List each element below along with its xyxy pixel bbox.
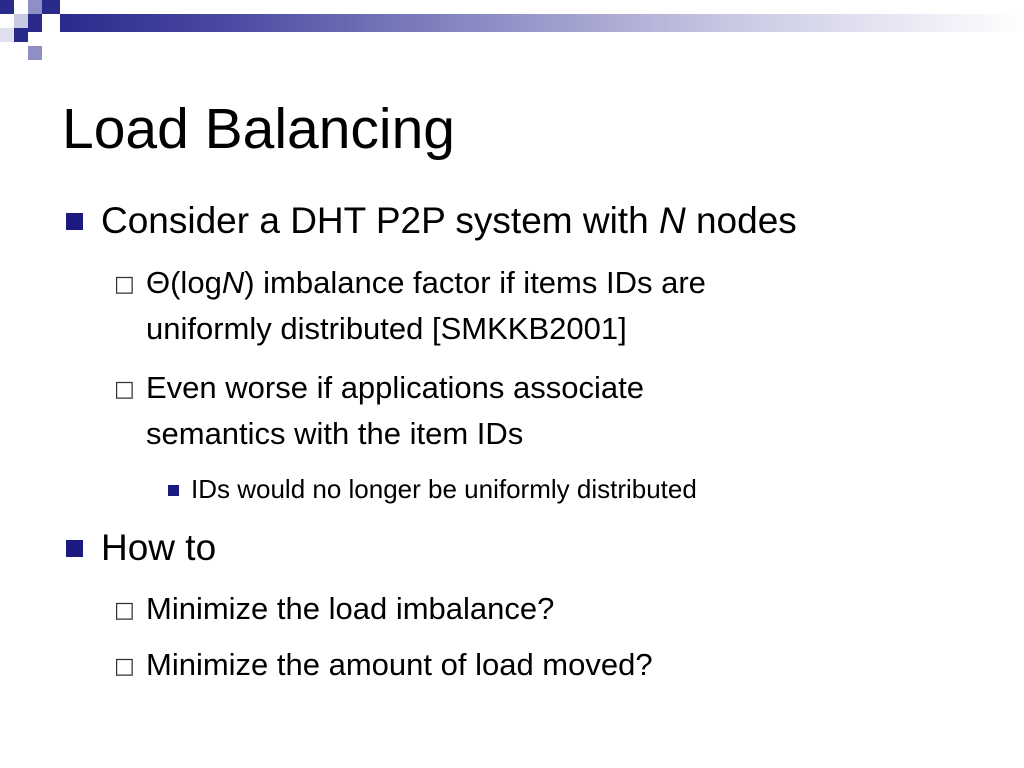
bullet-even-worse	[146, 365, 644, 457]
hollow-square-bullet-icon: □	[114, 598, 135, 623]
bullet-text: ) imbalance factor if items IDs are	[244, 265, 706, 300]
square-bullet-icon	[66, 540, 83, 557]
bullet-line: Even worse if applications associate	[146, 370, 644, 405]
hollow-square-bullet-icon: □	[114, 654, 135, 679]
bullet-line: semantics with the item IDs	[146, 416, 524, 451]
bullet-how-to: How to	[101, 527, 217, 568]
slide-title: Load Balancing	[62, 97, 455, 161]
bullet-line	[146, 260, 706, 306]
hollow-square-bullet-icon: □	[114, 377, 135, 402]
bullet-imbalance-factor	[146, 260, 706, 352]
bullet-minimize-imbalance: Minimize the load imbalance?	[146, 591, 555, 626]
bullet-variable: N	[658, 200, 686, 241]
hollow-square-bullet-icon: □	[114, 272, 135, 297]
square-bullet-icon	[66, 213, 83, 230]
bullet-line: uniformly distributed [SMKKB2001]	[146, 311, 627, 346]
bullet-text: nodes	[685, 200, 797, 241]
bullet-minimize-load-moved: Minimize the amount of load moved?	[146, 647, 653, 682]
bullet-text: Consider a DHT P2P system with	[101, 200, 659, 241]
bullet-text: Θ(log	[146, 265, 222, 300]
small-square-bullet-icon	[168, 485, 179, 496]
bullet-consider-dht	[101, 199, 797, 243]
bullet-ids-not-uniform: IDs would no longer be uniformly distributed	[191, 474, 697, 504]
bullet-variable: N	[221, 265, 245, 300]
